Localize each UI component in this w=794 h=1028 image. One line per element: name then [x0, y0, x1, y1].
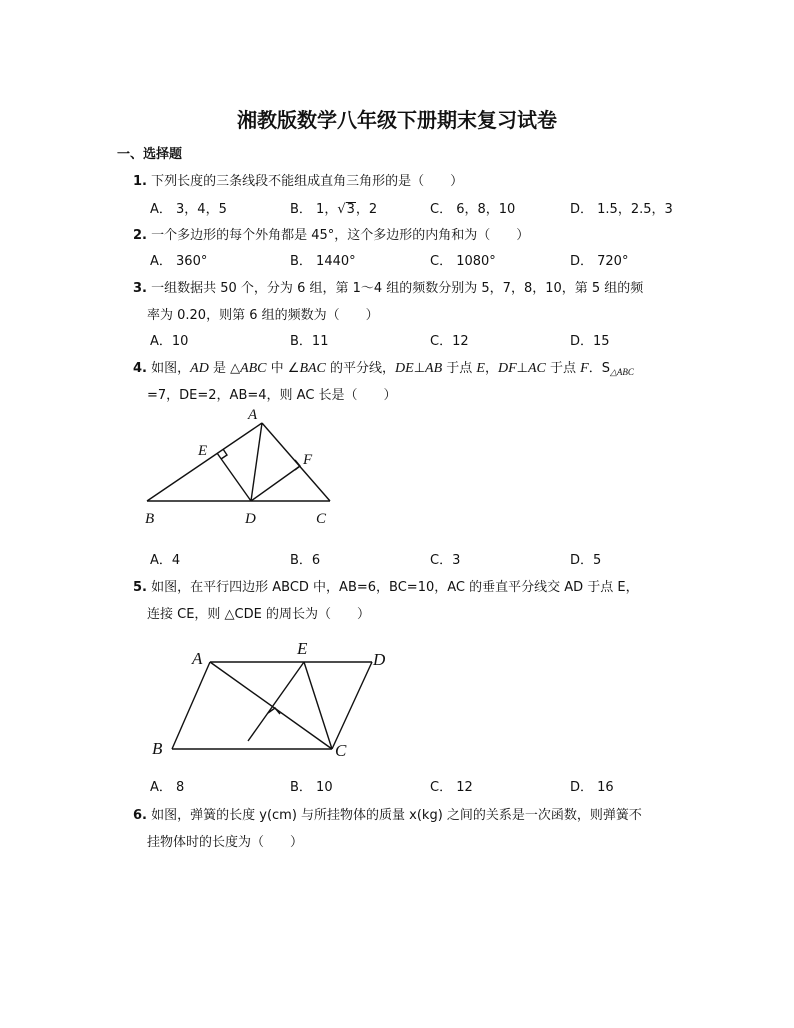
question-stem-line2: 率为 0.20，则第 6 组的频数为（ ） — [147, 308, 379, 323]
question-stem-line1: 一组数据共 50 个，分为 6 组，第 1～4 组的频数分别为 5，7，8，10，第 5 组的频 — [151, 281, 644, 296]
text: 中 ∠ — [266, 361, 300, 376]
segment-ce — [304, 662, 332, 749]
text: 于点 — [545, 361, 581, 376]
section-heading: 一、选择题 — [117, 147, 183, 162]
segment-de — [217, 453, 251, 501]
option-b-prefix: B． 1， — [290, 202, 338, 217]
label-c: C — [335, 741, 347, 760]
q3-option-c: C．12 — [430, 334, 469, 349]
q3-option-a: A．10 — [150, 334, 189, 349]
page-title: 湘教版数学八年级下册期末复习试卷 — [237, 108, 557, 132]
text: ．S — [588, 361, 610, 376]
perpendicular-bisector — [248, 662, 304, 741]
label-d: D — [373, 650, 386, 669]
subscript: △ABC — [609, 367, 634, 377]
label-e: E — [198, 443, 208, 459]
option-b-suffix: ，2 — [355, 202, 378, 217]
q2-option-c: C． 1080° — [430, 254, 496, 269]
question-stem: 下列长度的三条线段不能组成直角三角形的是（ ） — [151, 174, 464, 189]
label-b: B — [145, 511, 155, 527]
math-text: DE — [395, 361, 414, 376]
text: 是 △ — [208, 361, 241, 376]
question-5 — [133, 576, 639, 595]
q4-option-d: D．5 — [570, 553, 602, 568]
q5-option-d: D． 16 — [570, 780, 614, 795]
parallelogram-figure — [140, 630, 400, 765]
q4-option-b: B．6 — [290, 553, 321, 568]
math-text: ABC — [240, 361, 267, 376]
label-f: F — [303, 452, 313, 468]
label-b: B — [152, 739, 163, 758]
question-2 — [133, 224, 529, 243]
right-angle-mark — [268, 708, 280, 714]
math-text: AB — [425, 361, 443, 376]
label-e: E — [297, 639, 308, 658]
segment-ad — [251, 423, 262, 501]
question-number: 1. — [133, 174, 147, 189]
segment-ab — [147, 423, 262, 501]
q2-option-a: A． 360° — [150, 254, 208, 269]
question-stem-line1: 如图，在平行四边形 ABCD 中，AB=6，BC=10，AC 的垂直平分线交 AD 于点 E， — [151, 580, 639, 595]
q2-option-d: D． 720° — [570, 254, 629, 269]
question-stem-line2: =7，DE=2，AB=4，则 AC 长是（ ） — [147, 388, 397, 403]
segment-df — [251, 466, 300, 501]
q1-option-d: D． 1.5，2.5，3 — [570, 202, 673, 217]
triangle-figure — [140, 405, 340, 530]
question-stem-line1: 如图，弹簧的长度 y(cm) 与所挂物体的质量 x(kg) 之间的关系是一次函数，则弹簧不 — [151, 808, 642, 823]
text: 于点 — [442, 361, 477, 376]
question-number: 4. — [133, 361, 147, 376]
question-1 — [133, 170, 463, 189]
question-6 — [133, 804, 642, 823]
segment-ab — [172, 662, 210, 749]
question-number: 6. — [133, 808, 147, 823]
math-text: AD — [190, 361, 209, 376]
q4-option-c: C．3 — [430, 553, 461, 568]
question-number: 5. — [133, 580, 147, 595]
text: 的平分线， — [325, 361, 396, 376]
q3-option-d: D．15 — [570, 334, 610, 349]
question-stem-line2: 挂物体时的长度为（ ） — [147, 835, 304, 850]
label-c: C — [316, 511, 327, 527]
text: ， — [484, 361, 498, 376]
q4-option-a: A．4 — [150, 553, 181, 568]
question-number: 3. — [133, 281, 147, 296]
radical-icon: √ — [337, 202, 346, 217]
segment-cd — [332, 662, 372, 749]
text: ⊥ — [413, 361, 426, 376]
q2-option-b: B． 1440° — [290, 254, 356, 269]
radicand: 3 — [346, 202, 355, 217]
question-stem: 一个多边形的每个外角都是 45°，这个多边形的内角和为（ ） — [151, 228, 530, 243]
math-text: AC — [528, 361, 546, 376]
math-text: DF — [498, 361, 517, 376]
label-a: A — [192, 649, 203, 668]
label-d: D — [245, 511, 256, 527]
q1-option-c: C． 6，8，10 — [430, 202, 516, 217]
math-text: E — [476, 361, 485, 376]
q5-option-c: C． 12 — [430, 780, 473, 795]
segment-ac — [210, 662, 332, 749]
question-4 — [133, 357, 634, 378]
text: 如图， — [151, 361, 191, 376]
question-stem-line2: 连接 CE，则 △CDE 的周长为（ ） — [147, 607, 370, 622]
q1-option-b — [290, 198, 377, 217]
q3-option-b: B．11 — [290, 334, 329, 349]
math-text: F — [580, 361, 589, 376]
math-text: BAC — [299, 361, 326, 376]
text: ⊥ — [516, 361, 528, 376]
q5-option-b: B． 10 — [290, 780, 333, 795]
question-3 — [133, 277, 643, 296]
q5-option-a: A． 8 — [150, 780, 185, 795]
q1-option-a: A． 3，4，5 — [150, 202, 227, 217]
question-number: 2. — [133, 228, 147, 243]
label-a: A — [248, 407, 258, 423]
